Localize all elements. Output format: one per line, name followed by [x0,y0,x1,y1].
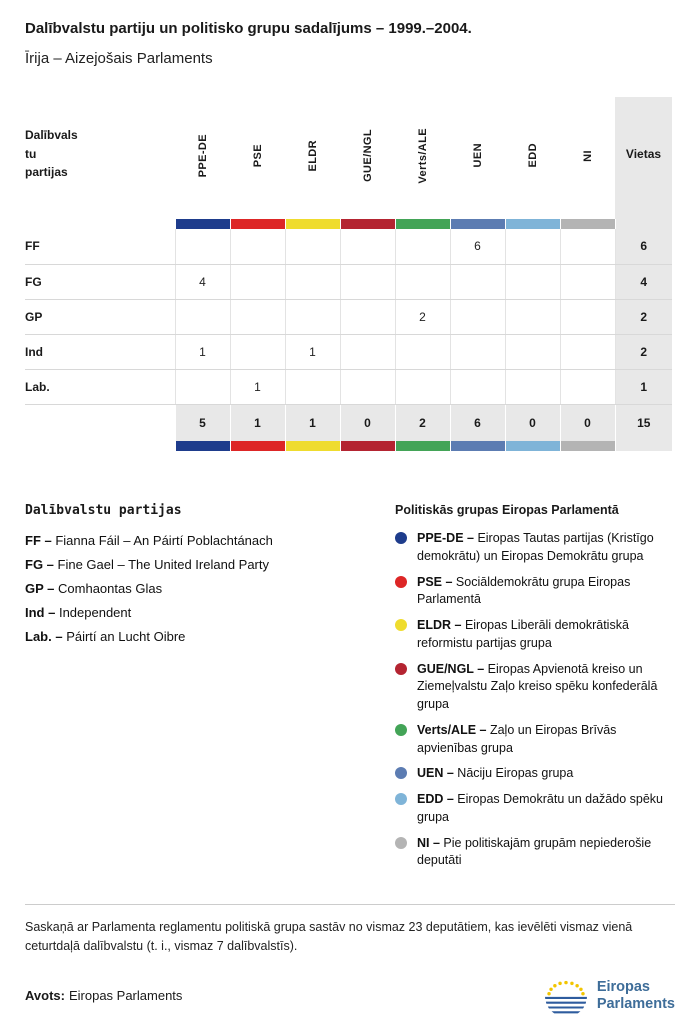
group-column-header [395,97,450,219]
group-column-header [340,97,395,219]
group-abbr: ELDR – [417,618,465,632]
group-color-bar [340,219,395,229]
total-cell: 0 [505,404,560,441]
party-abbr: FF – [25,533,56,548]
group-color-bar [395,441,450,451]
group-column-label: EDD [526,143,539,168]
group-color-bar [175,441,230,451]
group-column-header [230,97,285,219]
totals-label-spacer [25,404,175,441]
value-cell [505,229,560,264]
group-color-dot [395,576,407,588]
value-cell: 1 [285,334,340,369]
value-cell [560,369,615,404]
group-description [417,722,675,758]
party-label: Lab. [25,369,175,404]
group-legend-item [395,791,675,827]
party-label: FG [25,264,175,299]
total-cell: 2 [395,404,450,441]
table-row [25,369,672,404]
group-name: Eiropas Apvienotā kreiso un Ziemeļvalstu Zaļo kreiso spēku konfederālā grupa [417,661,658,711]
page-title: Dalībvalstu partiju un politisko grupu sadalījums – 1999.–2004. [25,20,472,37]
value-cell [285,264,340,299]
group-column-header [450,97,505,219]
ep-logo-line1: Eiropas [596,979,650,996]
party-abbr: GP – [25,581,59,596]
value-cell [285,299,340,334]
table-row [25,264,672,299]
group-column-header [285,97,340,219]
group-name: Nāciju Eiropas grupa [457,766,574,781]
seats-bar-cell [615,441,672,451]
footnote: Saskaņā ar Parlamenta reglamentu politiskā grupa sastāv no vismaz 23 deputātiem, kas ievēlēti vismaz vienā ceturtdaļā dalībvalstu (t. i., vismaz 7 dalībvalstīs). [25,904,675,957]
group-legend-item [395,835,675,871]
value-cell [450,334,505,369]
value-cell [560,299,615,334]
group-column-label: GUE/NGL [361,129,374,182]
value-cell [560,334,615,369]
value-cell: 4 [175,264,230,299]
value-cell [505,369,560,404]
group-color-bar [285,219,340,229]
group-column-label: Verts/ALE [416,127,429,184]
group-description [417,617,675,653]
group-color-dot [395,619,407,631]
source-line [25,988,182,1003]
value-cell [450,299,505,334]
seats-total-cell: 15 [615,404,672,441]
total-cell: 0 [560,404,615,441]
value-cell [340,299,395,334]
group-name: Eiropas Demokrātu un dažādo spēku grupa [417,792,663,824]
group-color-bar [450,219,505,229]
ep-logo-icon [543,973,589,1019]
source-text: Eiropas Parlaments [68,988,183,1004]
legend-section [25,503,675,878]
seats-cell: 2 [615,299,672,334]
value-cell [230,264,285,299]
party-legend-item [25,533,395,548]
group-legend-items [395,530,675,870]
party-legend [25,503,395,878]
party-label: GP [25,299,175,334]
group-column-label: ELDR [306,139,319,172]
table-header-row [25,97,672,219]
group-legend-item [395,574,675,610]
party-name: Fianna Fáil – An Páirtí Poblachtánach [55,533,273,548]
group-description [417,661,675,714]
top-color-bar-row [25,219,672,229]
group-description [417,791,675,827]
corner-label: Dalībvals tu partijas [25,128,78,180]
seats-column-header: Vietas [615,97,672,219]
value-cell [395,264,450,299]
party-abbr: FG – [25,557,58,572]
group-column-header [175,97,230,219]
value-cell [560,264,615,299]
ep-logo [543,973,675,1019]
group-color-bar [340,441,395,451]
party-name: Páirtí an Lucht Oibre [66,629,186,644]
value-cell [230,334,285,369]
value-cell [505,299,560,334]
group-abbr: UEN – [417,766,458,781]
bar-row-label-spacer [25,219,175,229]
group-column-header [560,97,615,219]
page-subtitle: Īrija – Aizejošais Parlaments [25,50,213,67]
value-cell: 1 [230,369,285,404]
group-legend-item [395,661,675,714]
total-cell: 5 [175,404,230,441]
value-cell [340,264,395,299]
group-column-label: PPE-DE [196,133,209,178]
group-abbr: NI – [417,835,444,850]
seats-cell: 4 [615,264,672,299]
party-name: Comhaontas Glas [58,581,163,596]
group-column-label: NI [581,150,594,162]
group-color-bar [285,441,340,451]
seats-cell: 6 [615,229,672,264]
value-cell [395,334,450,369]
party-name: Fine Gael – The United Ireland Party [57,557,270,572]
group-name: Sociāldemokrātu grupa Eiropas Parlamentā [417,574,631,607]
value-cell [450,264,505,299]
group-legend-title: Politiskās grupas Eiropas Parlamentā [395,503,619,517]
group-legend-item [395,765,675,783]
table-row [25,334,672,369]
value-cell [230,299,285,334]
group-legend-item [395,617,675,653]
group-legend-item [395,530,675,566]
group-description [417,835,675,871]
totals-row [25,404,672,441]
group-name: Zaļo un Eiropas Brīvās apvienības grupa [417,722,617,755]
group-abbr: GUE/NGL – [417,661,488,676]
seats-cell: 1 [615,369,672,404]
ep-logo-text [597,979,675,1012]
value-cell [230,229,285,264]
value-cell [175,299,230,334]
total-cell: 1 [285,404,340,441]
total-cell: 0 [340,404,395,441]
group-color-bar [560,441,615,451]
seats-cell: 2 [615,334,672,369]
group-color-bar [450,441,505,451]
bottom-color-bar-row [25,441,672,451]
group-color-bar [505,219,560,229]
party-label: FF [25,229,175,264]
group-color-bar [175,219,230,229]
bar-row-label-spacer [25,441,175,451]
value-cell [340,369,395,404]
group-color-dot [395,663,407,675]
group-description [417,530,675,566]
group-color-dot [395,724,407,736]
party-legend-items [25,533,395,644]
group-color-dot [395,793,407,805]
group-name: Eiropas Tautas partijas (Kristīgo demokrātu) un Eiropas Demokrātu grupa [417,531,654,563]
group-column-header [505,97,560,219]
group-abbr: EDD – [417,792,458,806]
group-abbr: PSE – [417,574,456,589]
value-cell [340,334,395,369]
party-label: Ind [25,334,175,369]
party-name: Independent [58,605,132,620]
party-legend-item [25,605,395,620]
group-abbr: Verts/ALE – [417,722,490,737]
value-cell [395,369,450,404]
group-color-dot [395,767,407,779]
group-description [417,765,675,783]
party-legend-item [25,581,395,596]
group-color-bar [560,219,615,229]
group-legend-item [395,722,675,758]
group-description [417,574,675,610]
bottom-bar [25,973,675,1019]
group-color-bar [505,441,560,451]
total-cell: 1 [230,404,285,441]
value-cell [340,229,395,264]
group-color-bar [395,219,450,229]
value-cell [450,369,505,404]
party-abbr: Lab. – [25,629,67,644]
value-cell: 6 [450,229,505,264]
group-legend [395,503,675,878]
table-body [25,97,672,451]
group-name: Pie politiskajām grupām nepiederošie deputāti [417,835,652,868]
seats-bar-cell [615,219,672,229]
total-cell: 6 [450,404,505,441]
distribution-table [25,97,672,451]
value-cell [505,264,560,299]
table-row [25,229,672,264]
value-cell [505,334,560,369]
group-color-bar [230,441,285,451]
value-cell: 2 [395,299,450,334]
value-cell [175,369,230,404]
party-legend-item [25,629,395,644]
value-cell [285,229,340,264]
source-label: Avots: [25,988,65,1004]
value-cell [395,229,450,264]
value-cell [560,229,615,264]
party-legend-title: Dalībvalstu partijas [25,503,182,518]
group-column-label: PSE [251,143,264,168]
party-legend-item [25,557,395,572]
value-cell [175,229,230,264]
group-color-dot [395,532,407,544]
party-abbr: Ind – [25,605,59,620]
group-abbr: PPE-DE – [417,531,478,545]
group-column-label: UEN [471,143,484,168]
value-cell [285,369,340,404]
group-name: Eiropas Liberāli demokrātiskā reformistu partijas grupa [417,618,629,650]
group-color-dot [395,837,407,849]
value-cell: 1 [175,334,230,369]
group-color-bar [230,219,285,229]
table-row [25,299,672,334]
ep-logo-line2: Parlaments [596,995,675,1012]
